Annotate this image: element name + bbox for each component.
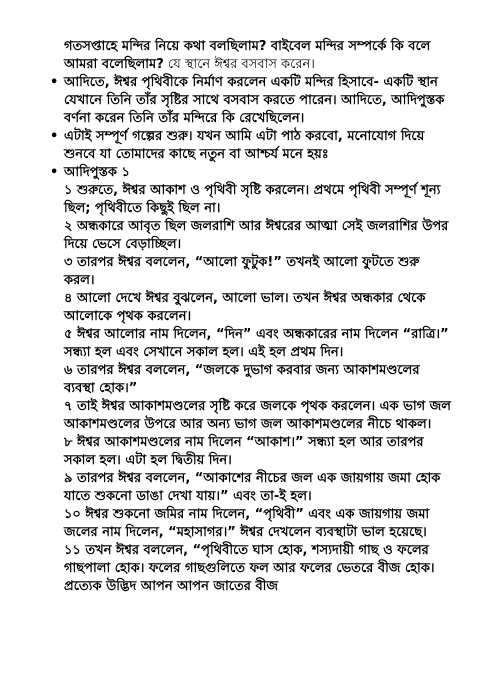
verse-list xyxy=(64,182,451,596)
verse-5: ৫ ঈশ্বর আলোর নাম দিলেন, “দিন” এবং অন্ধকারের নাম দিলেন “রাত্রি।” সন্ধ্যা হল এবং সেখানে সকাল হল। এই হল প্রথম দিন। xyxy=(64,327,449,360)
verse-3: ৩ তারপর ঈশ্বর বললেন, “আলো ফুটুক!” তখনই আলো ফুটতে শুরু করল। xyxy=(64,255,420,288)
bullet-item xyxy=(50,74,451,128)
bullet-text: আদিতে, ঈশ্বর পৃথিবীকে নির্মাণ করলেন একটি মন্দির হিসাবে- একটি স্থান যেখানে তিনি তাঁর সৃষ্টির সাথে বসবাস করতে পারেন। আদিতে, আদিপুস্তক বর্ণনা করেন তিনি তাঁর মন্দিরে কি রেখেছিলেন। xyxy=(64,75,445,126)
bullet-item xyxy=(50,128,451,164)
verse-4: ৪ আলো দেখে ঈশ্বর বুঝলেন, আলো ভাল। তখন ঈশ্বর অন্ধকার থেকে আলোকে পৃথক করলেন। xyxy=(64,291,426,324)
bullet-text: আদিপুস্তক ১ xyxy=(64,165,130,180)
bullet-dot-icon: • xyxy=(50,165,59,180)
bullet-item xyxy=(50,164,451,182)
bullet-dot-icon: • xyxy=(50,129,59,144)
verse-8: ৮ ঈশ্বর আকাশমণ্ডলের নাম দিলেন “আকাশ।” সন্ধ্যা হল আর তারপর সকাল হল। এটা হল দ্বিতীয় দিন। xyxy=(64,435,424,468)
verse-6: ৬ তারপর ঈশ্বর বললেন, “জলকে দুভাগ করবার জন্য আকাশমণ্ডলের ব্যবস্থা হোক।” xyxy=(64,363,420,396)
verse-7: ৭ তাই ঈশ্বর আকাশমণ্ডলের সৃষ্টি করে জলকে পৃথক করলেন। এক ভাগ জল আকাশমণ্ডলের উপরে আর অন্য ভাগ জল আকাশমণ্ডলের নীচে থাকল। xyxy=(64,399,451,432)
verse-2: ২ অন্ধকারে আবৃত ছিল জলরাশি আর ঈশ্বরের আত্মা সেই জলরাশির উপর দিয়ে ভেসে বেড়াচ্ছিল। xyxy=(64,219,449,252)
intro-answer-text: যে স্থানে ঈশ্বর বসবাস করেন। xyxy=(163,57,315,72)
bullet-text: এটাই সম্পূর্ণ গল্পের শুরু। যখন আমি এটা পাঠ করবো, মনোযোগ দিয়ে শুনবে যা তোমাদের কাছে নতুন বা আশ্চর্য মনে হয়ঃ xyxy=(64,129,425,162)
bullet-list xyxy=(50,74,451,182)
verse-10: ১০ ঈশ্বর শুকনো জমির নাম দিলেন, “পৃথিবী” এবং এক জায়গায় জমা জলের নাম দিলেন, “মহাসাগর।” ঈশ্বর দেখলেন ব্যবস্থাটা ভাল হয়েছে। xyxy=(64,507,430,540)
verse-11: ১১ তখন ঈশ্বর বললেন, “পৃথিবীতে ঘাস হোক, শস্যদায়ী গাছ ও ফলের গাছপালা হোক। ফলের গাছগুলিতে ফল আর ফলের ভেতরে বীজ হোক। প্রত্যেক উদ্ভিদ আপন আপন জাতের বীজ xyxy=(64,543,435,594)
verse-1: ১ শুরুতে, ঈশ্বর আকাশ ও পৃথিবী সৃষ্টি করলেন। প্রথমে পৃথিবী সম্পূর্ণ শূন্য ছিল; পৃথিবীতে কিছুই ছিল না। xyxy=(64,183,441,216)
intro-paragraph xyxy=(64,38,451,74)
verse-9: ৯ তারপর ঈশ্বর বললেন, “আকাশের নীচের জল এক জায়গায় জমা হোক যাতে শুকনো ডাঙা দেখা যায়।” এবং তা-ই হল। xyxy=(64,471,441,504)
intro-question-text: গতসপ্তাহে মন্দির নিয়ে কথা বলছিলাম? বাইবেল মন্দির সম্পর্কে কি বলে আমরা বলেছিলাম? xyxy=(64,39,431,72)
bullet-dot-icon: • xyxy=(50,75,59,90)
